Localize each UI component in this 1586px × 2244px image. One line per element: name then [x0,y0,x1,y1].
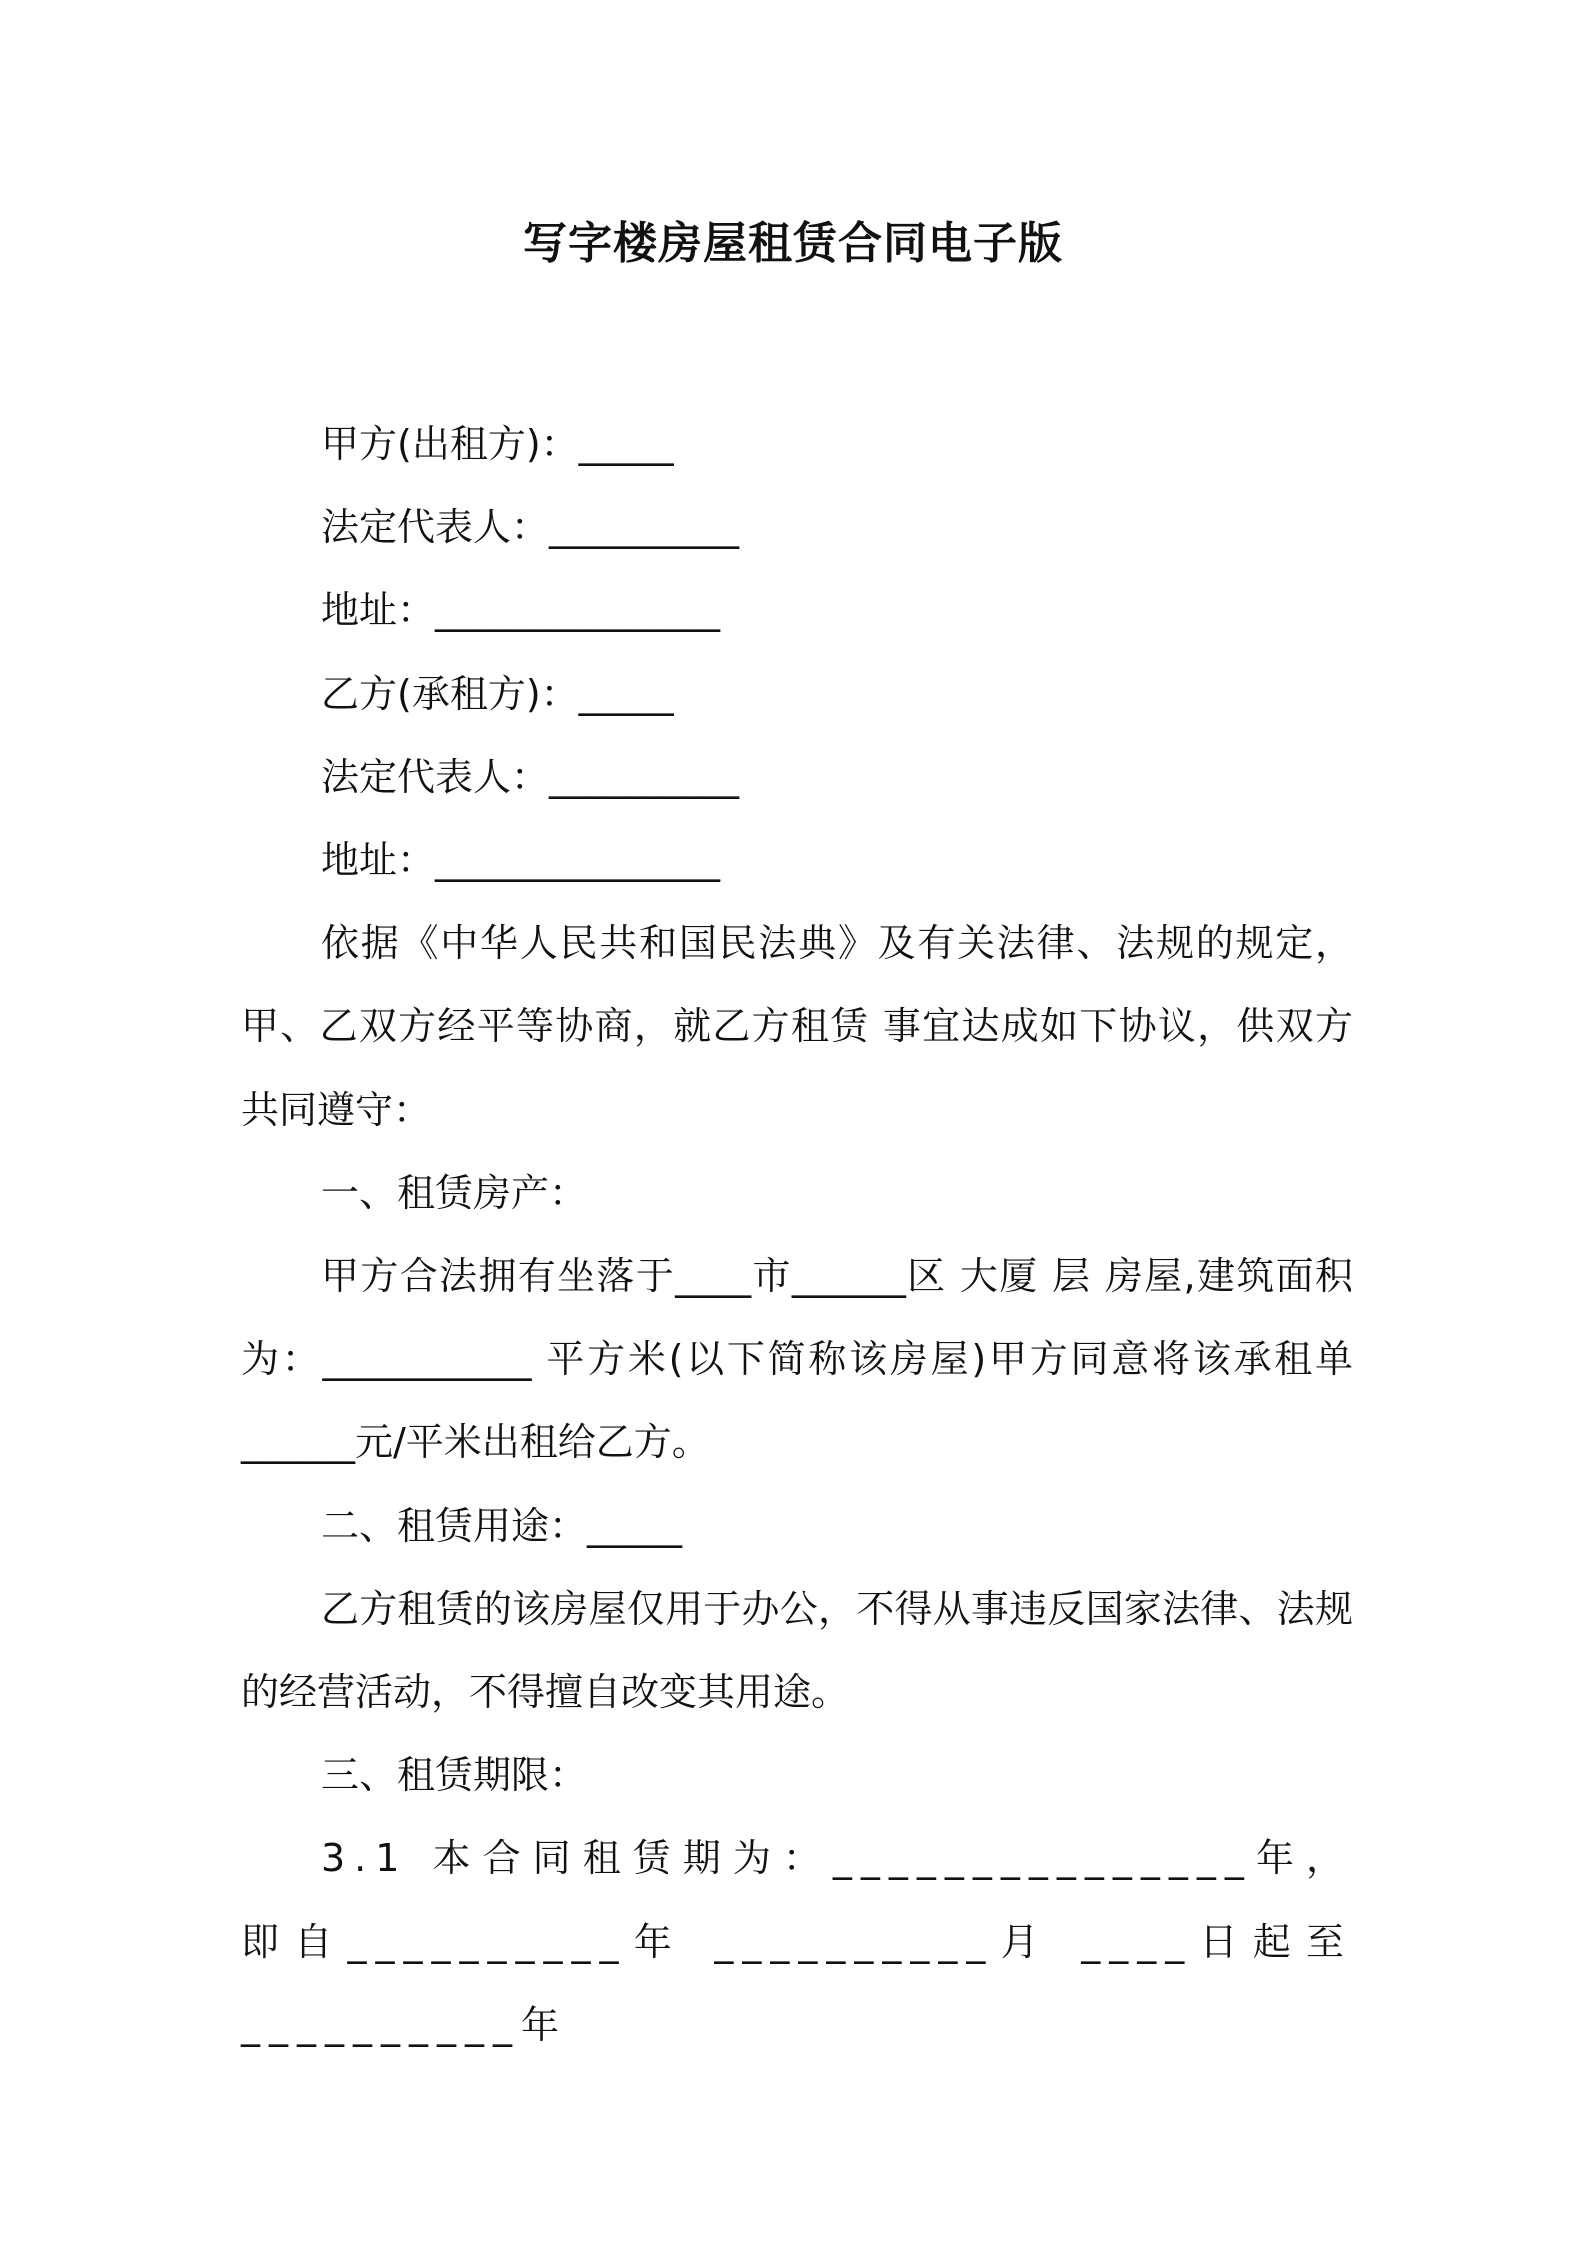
preamble-paragraph: 依据《中华人民共和国民法典》及有关法律、法规的规定，甲、乙双方经平等协商，就乙方租赁 事宜达成如下协议，供双方共同遵守： [241,921,1353,1132]
section-2-heading: 二、租赁用途：_____ [321,1503,683,1548]
party-b-representative-line: 法定代表人：__________ [321,754,740,799]
contract-body [241,403,1353,2067]
party-a-line: 甲方(出租方)：_____ [321,422,674,466]
party-b-address-line: 地址：_______________ [321,838,721,883]
section-2-paragraph: 乙方租赁的该房屋仅用于办公，不得从事违反国家法律、法规的经营活动，不得擅自改变其用途。 [241,1586,1353,1715]
party-a-address-line: 地址：_______________ [321,588,721,633]
party-a-representative-line: 法定代表人：__________ [321,505,740,550]
section-1-paragraph: 甲方合法拥有坐落于____市______区 大厦 层 房屋,建筑面积为：___________ 平方米(以下简称该房屋)甲方同意将该承租单______元/平米出租给乙方。 [241,1254,1353,1465]
clause-3-1-paragraph: 3.1 本合同租赁期为：_______________年，即自__________年 __________月 ____日起至 __________年 [241,1836,1353,2047]
section-1-heading: 一、租赁房产： [321,1170,588,1215]
party-b-line: 乙方(承租方)：_____ [321,671,674,716]
section-3-heading: 三、租赁期限： [321,1753,588,1798]
document-title: 写字楼房屋租赁合同电子版 [523,218,1063,269]
